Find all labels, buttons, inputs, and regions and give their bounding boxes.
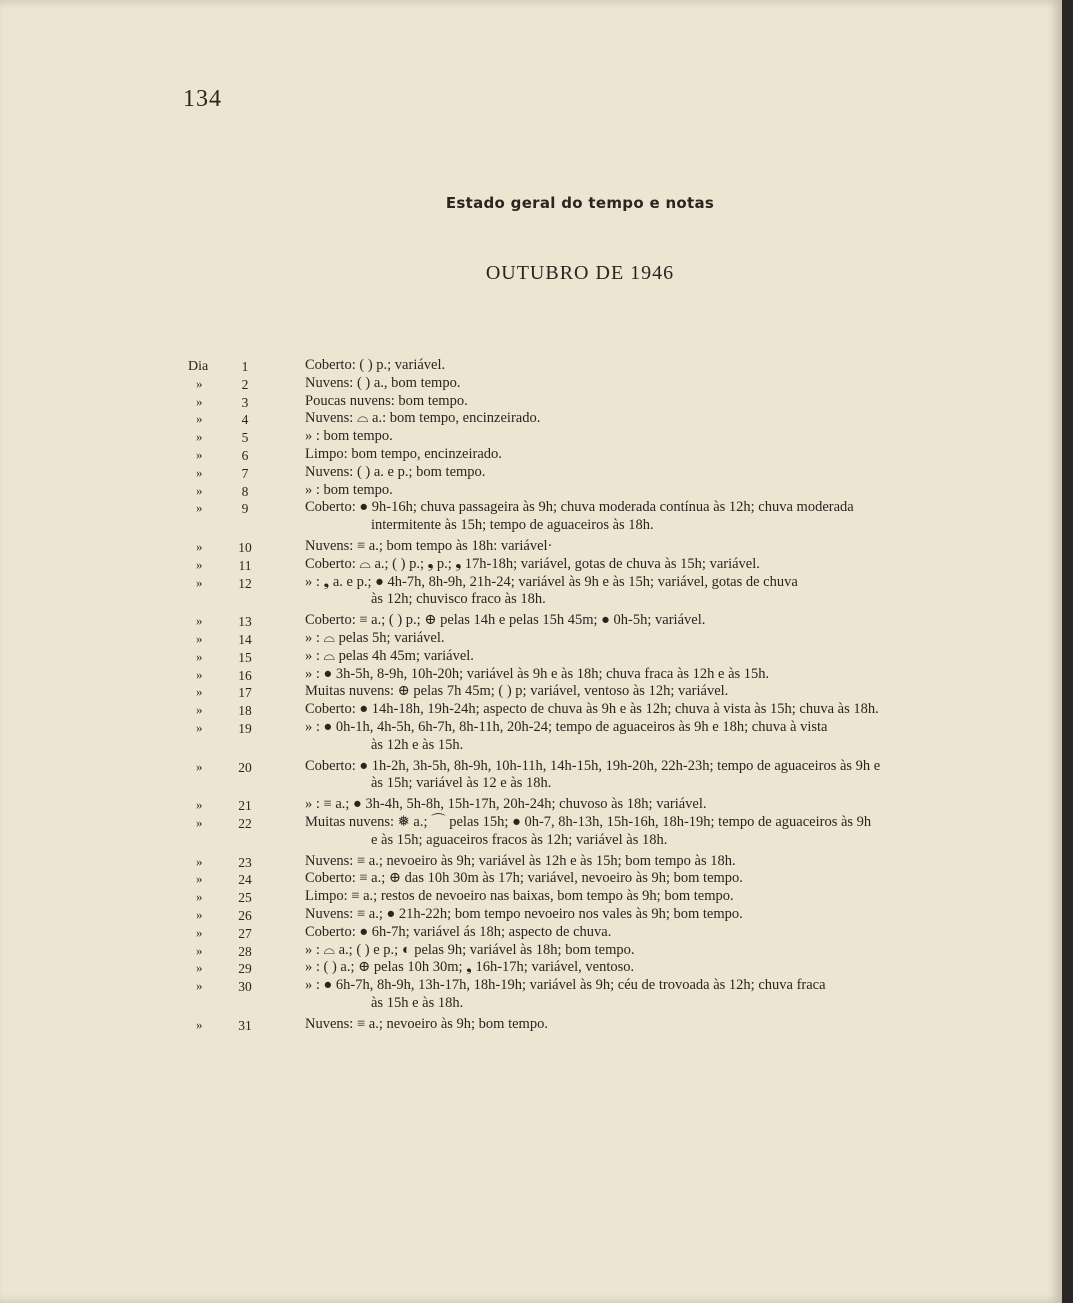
weather-entries-list <box>175 357 975 1033</box>
day-note <box>305 870 973 888</box>
ditto-mark: » <box>196 871 203 887</box>
day-note-line: Coberto: ● 1h-2h, 3h-5h, 8h-9h, 10h-11h, 14h-15h, 19h-20h, 22h-23h; tempo de aguaceiros às 9h e <box>305 757 881 774</box>
ditto-mark: » <box>196 758 203 774</box>
day-entry <box>175 796 975 814</box>
ditto-mark: » <box>196 556 203 572</box>
day-note-line: Coberto: ● 6h-7h; variável ás 18h; aspecto de chuva. <box>305 923 612 940</box>
ditto-mark: » <box>196 924 203 940</box>
day-number: 21 <box>238 798 252 814</box>
day-number: 30 <box>238 979 252 995</box>
day-note-line: Coberto: ⌓ a.; ( ) p.; ❟ p.; ❟ 17h-18h; variável, gotas de chuva às 15h; variável. <box>305 555 760 572</box>
ditto-mark: » <box>196 666 203 682</box>
day-note <box>305 357 973 375</box>
day-entry <box>175 428 975 446</box>
day-note-line: Coberto: ● 14h-18h, 19h-24h; aspecto de chuva às 9h e às 12h; chuva à vista às 15h; chuva às 18h. <box>305 701 879 718</box>
day-note-line: » : ⌓ a.; ( ) e p.; ◐ pelas 9h; variável às 18h; bom tempo. <box>305 941 635 958</box>
day-note-line: Nuvens: ≡ a.; ● 21h-22h; bom tempo nevoeiro nos vales às 9h; bom tempo. <box>305 905 743 922</box>
day-number: 18 <box>238 703 252 719</box>
day-note-line: » : bom tempo. <box>305 428 393 445</box>
day-note <box>305 853 973 871</box>
ditto-mark: » <box>196 814 203 830</box>
ditto-mark: » <box>196 613 203 629</box>
day-note-line: Nuvens: ( ) a. e p.; bom tempo. <box>305 463 486 480</box>
day-number: 15 <box>238 649 252 665</box>
day-entry <box>175 393 975 411</box>
day-number: 13 <box>238 614 252 630</box>
day-entry <box>175 701 975 719</box>
day-note <box>305 924 973 942</box>
day-entry <box>175 814 975 850</box>
day-note-line: Poucas nuvens: bom tempo. <box>305 392 468 409</box>
day-number: 7 <box>241 465 249 481</box>
day-entry <box>175 612 975 630</box>
day-number: 27 <box>238 925 252 941</box>
day-entry <box>175 853 975 871</box>
day-note <box>305 683 973 701</box>
day-entry <box>175 357 975 375</box>
ditto-mark: » <box>196 853 203 869</box>
day-entry <box>175 574 975 610</box>
ditto-mark: » <box>196 630 203 646</box>
day-number: 10 <box>238 539 252 555</box>
day-number: 3 <box>241 394 249 410</box>
day-note <box>305 375 973 393</box>
day-note-line: Coberto: ● 9h-16h; chuva passageira às 9h; chuva moderada contínua às 12h; chuva moderada <box>305 499 854 516</box>
day-note-line: Muitas nuvens: ⊕ pelas 7h 45m; ( ) p; variável, ventoso às 12h; variável. <box>305 683 729 700</box>
ditto-mark: » <box>196 574 203 590</box>
day-number: 17 <box>238 685 252 701</box>
ditto-mark: » <box>196 500 203 516</box>
day-note-line: Nuvens: ≡ a.; bom tempo às 18h: variável· <box>305 537 553 554</box>
day-note-line: Coberto: ≡ a.; ( ) p.; ⊕ pelas 14h e pelas 15h 45m; ● 0h-5h; variável. <box>305 612 706 629</box>
day-note <box>305 719 973 755</box>
day-note-continuation: às 15h; variável às 12 e às 18h. <box>371 775 552 792</box>
day-note-line: Limpo: bom tempo, encinzeirado. <box>305 445 502 462</box>
day-entry <box>175 924 975 942</box>
day-entry <box>175 446 975 464</box>
day-note-line: » : ⌓ pelas 5h; variável. <box>305 629 445 646</box>
day-label: Dia <box>188 359 209 374</box>
day-number: 28 <box>238 943 252 959</box>
day-note-line: Nuvens: ≡ a.; nevoeiro às 9h; variável às 12h e às 15h; bom tempo às 18h. <box>305 852 736 869</box>
day-entry <box>175 375 975 393</box>
day-note-line: » : ● 6h-7h, 8h-9h, 13h-17h, 18h-19h; variável às 9h; céu de trovoada às 12h; chuva fraca <box>305 977 826 994</box>
day-number: 1 <box>241 359 249 374</box>
ditto-mark: » <box>196 942 203 958</box>
day-note <box>305 701 973 719</box>
day-note-continuation: às 12h; chuvisco fraco às 18h. <box>371 591 546 608</box>
day-number: 24 <box>238 872 252 888</box>
day-note-line: » : ⌓ pelas 4h 45m; variável. <box>305 647 474 664</box>
ditto-mark: » <box>196 960 203 976</box>
day-number: 19 <box>238 720 252 736</box>
day-note-continuation: intermitente às 15h; tempo de aguaceiros às 18h. <box>371 517 654 534</box>
ditto-mark: » <box>196 446 203 462</box>
day-note-line: » : ● 3h-5h, 8-9h, 10h-20h; variável às 9h e às 18h; chuva fraca às 12h e às 15h. <box>305 665 770 682</box>
day-entry <box>175 556 975 574</box>
day-number: 5 <box>241 430 249 446</box>
day-note <box>305 574 973 610</box>
day-entry <box>175 630 975 648</box>
day-note <box>305 959 973 977</box>
day-entry <box>175 758 975 794</box>
day-number: 4 <box>241 412 249 428</box>
day-entry <box>175 410 975 428</box>
day-note-continuation: e às 15h; aguaceiros fracos às 12h; variável às 18h. <box>371 831 668 848</box>
day-entry <box>175 648 975 666</box>
day-note <box>305 796 973 814</box>
day-entry <box>175 683 975 701</box>
page-number: 134 <box>183 86 222 112</box>
day-number: 12 <box>238 575 252 591</box>
day-note-continuation: às 15h e às 18h. <box>371 994 464 1011</box>
ditto-mark: » <box>196 429 203 445</box>
ditto-mark: » <box>196 648 203 664</box>
day-entry <box>175 482 975 500</box>
day-entry <box>175 959 975 977</box>
day-note <box>305 906 973 924</box>
day-note <box>305 410 973 428</box>
day-note <box>305 538 973 556</box>
day-number: 23 <box>238 854 252 870</box>
day-entry <box>175 499 975 535</box>
day-note-line: » : ● 0h-1h, 4h-5h, 6h-7h, 8h-11h, 20h-24; tempo de aguaceiros às 9h e 18h; chuva à vista <box>305 718 828 735</box>
day-note-line: Coberto: ( ) p.; variável. <box>305 357 446 373</box>
day-note <box>305 648 973 666</box>
day-number: 2 <box>241 376 249 392</box>
day-number: 6 <box>241 447 249 463</box>
day-note <box>305 499 973 535</box>
day-number: 26 <box>238 907 252 923</box>
ditto-mark: » <box>196 906 203 922</box>
day-note <box>305 888 973 906</box>
day-note <box>305 464 973 482</box>
day-entry <box>175 538 975 556</box>
day-number: 14 <box>238 631 252 647</box>
day-note-line: » : ≡ a.; ● 3h-4h, 5h-8h, 15h-17h, 20h-24h; chuvoso às 18h; variável. <box>305 796 707 813</box>
day-note-line: » : ( ) a.; ⊕ pelas 10h 30m; ❟ 16h-17h; variável, ventoso. <box>305 959 635 976</box>
day-entry <box>175 977 975 1013</box>
day-note-line: Nuvens: ≡ a.; nevoeiro às 9h; bom tempo. <box>305 1015 548 1032</box>
ditto-mark: » <box>196 411 203 427</box>
day-note <box>305 612 973 630</box>
day-number: 22 <box>238 815 252 831</box>
day-note <box>305 630 973 648</box>
ditto-mark: » <box>196 719 203 735</box>
ditto-mark: » <box>196 1016 203 1032</box>
day-note <box>305 556 973 574</box>
day-note <box>305 666 973 684</box>
day-note <box>305 814 973 850</box>
day-note <box>305 482 973 500</box>
day-number: 31 <box>238 1017 252 1033</box>
day-note-line: Nuvens: ( ) a., bom tempo. <box>305 374 461 391</box>
month-title: OUTUBRO DE 1946 <box>485 262 675 284</box>
day-entry <box>175 870 975 888</box>
day-note <box>305 393 973 411</box>
day-note-line: » : bom tempo. <box>305 481 393 498</box>
ditto-mark: » <box>196 797 203 813</box>
day-note-line: » : ❟ a. e p.; ● 4h-7h, 8h-9h, 21h-24; variável às 9h e às 15h; variável, gotas de chuva <box>305 573 798 590</box>
day-note <box>305 1016 973 1034</box>
section-title: Estado geral do tempo e notas <box>445 194 715 212</box>
day-entry <box>175 666 975 684</box>
ditto-mark: » <box>196 482 203 498</box>
ditto-mark: » <box>196 889 203 905</box>
day-number: 20 <box>238 759 252 775</box>
ditto-mark: » <box>196 538 203 554</box>
day-note <box>305 942 973 960</box>
day-note <box>305 977 973 1013</box>
day-entry <box>175 906 975 924</box>
day-number: 11 <box>238 557 252 573</box>
day-number: 29 <box>238 961 252 977</box>
ditto-mark: » <box>196 978 203 994</box>
day-note-line: Limpo: ≡ a.; restos de nevoeiro nas baixas, bom tempo às 9h; bom tempo. <box>305 888 734 905</box>
day-note-continuation: às 12h e às 15h. <box>371 736 464 753</box>
ditto-mark: » <box>196 464 203 480</box>
day-number: 25 <box>238 890 252 906</box>
day-entry <box>175 719 975 755</box>
day-entry <box>175 1016 975 1034</box>
day-note <box>305 758 973 794</box>
day-entry <box>175 888 975 906</box>
day-note-line: Nuvens: ⌓ a.: bom tempo, encinzeirado. <box>305 410 541 427</box>
day-number: 9 <box>241 501 249 517</box>
day-note-line: Coberto: ≡ a.; ⊕ das 10h 30m às 17h; variável, nevoeiro às 9h; bom tempo. <box>305 870 743 887</box>
day-entry <box>175 942 975 960</box>
day-number: 16 <box>238 667 252 683</box>
ditto-mark: » <box>196 393 203 409</box>
day-note <box>305 428 973 446</box>
day-entry <box>175 464 975 482</box>
ditto-mark: » <box>196 684 203 700</box>
ditto-mark: » <box>196 702 203 718</box>
day-note <box>305 446 973 464</box>
day-note-line: Muitas nuvens: ❅ a.; ⌒ pelas 15h; ● 0h-7, 8h-13h, 15h-16h, 18h-19h; tempo de aguaceiros às 9h <box>305 813 872 830</box>
day-number: 8 <box>241 483 249 499</box>
ditto-mark: » <box>196 375 203 391</box>
